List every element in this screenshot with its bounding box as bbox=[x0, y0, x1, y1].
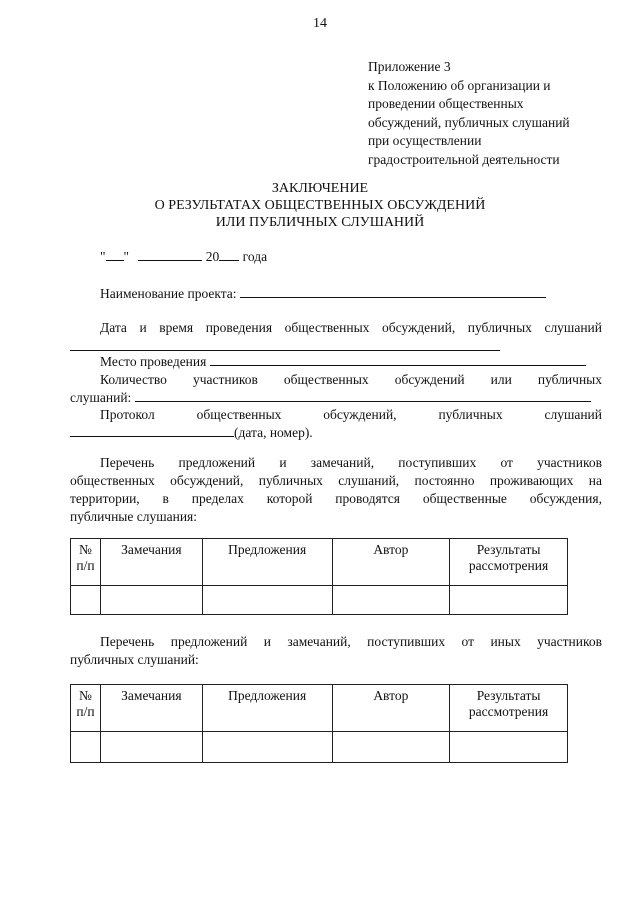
header-results-line: рассмотрения bbox=[468, 704, 549, 719]
header-remarks: Замечания bbox=[100, 539, 202, 586]
proposals-table-other bbox=[70, 684, 568, 763]
section2-line: Перечень предложений и замечаний, поступивших от иных участников bbox=[100, 634, 602, 649]
appendix-block bbox=[368, 58, 570, 169]
project-name-blank bbox=[240, 296, 546, 298]
header-num-line: № bbox=[79, 542, 92, 557]
table-cell[interactable] bbox=[450, 732, 568, 763]
header-results-line: Результаты bbox=[476, 542, 541, 557]
table-header-row bbox=[71, 685, 568, 732]
appendix-line: к Положению об организации и bbox=[368, 77, 551, 93]
header-results-line: Результаты bbox=[476, 688, 541, 703]
datetime-blank bbox=[70, 349, 500, 351]
table-row bbox=[71, 732, 568, 763]
appendix-line: проведении общественных bbox=[368, 96, 524, 111]
year-suffix: года bbox=[242, 249, 268, 264]
month-blank bbox=[138, 259, 202, 261]
count-blank bbox=[135, 400, 591, 402]
header-results bbox=[450, 539, 568, 586]
header-num bbox=[71, 685, 101, 732]
header-proposals: Предложения bbox=[202, 685, 332, 732]
header-num-line: № bbox=[79, 688, 92, 703]
protocol-label-cont: (дата, номер). bbox=[234, 425, 313, 440]
header-results bbox=[450, 685, 568, 732]
quote-open: " bbox=[100, 249, 106, 264]
header-num-line: п/п bbox=[76, 558, 95, 573]
table-cell[interactable] bbox=[71, 586, 101, 615]
title-line: О РЕЗУЛЬТАТАХ ОБЩЕСТВЕННЫХ ОБСУЖДЕНИЙ bbox=[154, 198, 486, 213]
header-results-line: рассмотрения bbox=[468, 558, 549, 573]
table-cell[interactable] bbox=[202, 586, 332, 615]
project-name-label: Наименование проекта: bbox=[100, 286, 237, 301]
quote-close: " bbox=[123, 249, 130, 264]
section1-line: публичные слушания: bbox=[70, 509, 198, 524]
protocol-label: Протокол общественных обсуждений, публичных слушаний bbox=[100, 407, 602, 422]
datetime-label: Дата и время проведения общественных обсуждений, публичных слушаний bbox=[100, 320, 602, 335]
table-row bbox=[71, 586, 568, 615]
table-header-row bbox=[71, 539, 568, 586]
project-name-field bbox=[100, 286, 546, 302]
count-label-cont: слушаний: bbox=[70, 390, 132, 405]
table-cell[interactable] bbox=[71, 732, 101, 763]
table-cell[interactable] bbox=[100, 732, 202, 763]
table-cell[interactable] bbox=[100, 586, 202, 615]
page-number: 14 bbox=[313, 16, 327, 31]
title-line: ЗАКЛЮЧЕНИЕ bbox=[271, 181, 369, 196]
table-cell[interactable] bbox=[332, 586, 450, 615]
datetime-blank-wrap bbox=[70, 339, 500, 355]
header-proposals: Предложения bbox=[202, 539, 332, 586]
count-label: Количество участников общественных обсуждений или публичных bbox=[100, 372, 602, 387]
place-field bbox=[100, 354, 586, 370]
protocol-blank bbox=[70, 435, 234, 437]
year-prefix: 20 bbox=[205, 249, 220, 264]
appendix-line: обсуждений, публичных слушаний bbox=[368, 114, 570, 130]
header-num bbox=[71, 539, 101, 586]
protocol-line2 bbox=[70, 425, 313, 441]
header-author: Автор bbox=[332, 685, 450, 732]
table-cell[interactable] bbox=[450, 586, 568, 615]
appendix-line: Приложение 3 bbox=[368, 59, 451, 74]
place-label: Место проведения bbox=[100, 354, 207, 369]
title-line: ИЛИ ПУБЛИЧНЫХ СЛУШАНИЙ bbox=[215, 215, 425, 230]
header-num-line: п/п bbox=[76, 704, 95, 719]
section2-line: публичных слушаний: bbox=[70, 652, 199, 667]
place-blank bbox=[210, 364, 586, 366]
table-cell[interactable] bbox=[332, 732, 450, 763]
appendix-line: при осуществлении bbox=[368, 133, 482, 148]
table-cell[interactable] bbox=[202, 732, 332, 763]
appendix-line: градостроительной деятельности bbox=[368, 151, 560, 167]
proposals-table-residents bbox=[70, 538, 568, 615]
count-line2 bbox=[70, 390, 591, 406]
section1-line: общественных обсуждений, публичных слушаний, постоянно проживающих на bbox=[70, 473, 602, 488]
header-author: Автор bbox=[332, 539, 450, 586]
section1-line: Перечень предложений и замечаний, поступивших от участников bbox=[100, 455, 602, 470]
date-line bbox=[100, 249, 267, 265]
header-remarks: Замечания bbox=[100, 685, 202, 732]
document-title bbox=[0, 180, 640, 231]
day-blank bbox=[106, 259, 124, 261]
section1-line: территории, в пределах которой проводятся общественные обсуждения, bbox=[70, 491, 602, 506]
year-blank bbox=[219, 259, 239, 261]
